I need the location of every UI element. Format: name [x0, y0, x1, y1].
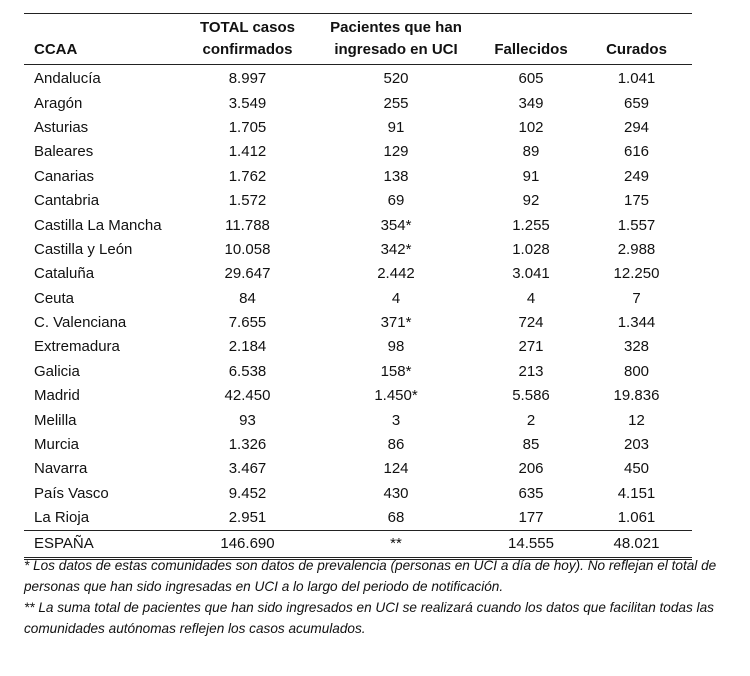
cell-uci: 4 — [391, 289, 401, 307]
cell-uci: 371* — [380, 314, 412, 332]
header-total-casos: TOTAL casos confirmados — [199, 19, 296, 58]
table-row — [24, 335, 692, 359]
cell-curados: 659 — [623, 94, 650, 112]
cell-ccaa-name: C. Valenciana — [34, 314, 127, 332]
cell-uci: 86 — [387, 436, 405, 454]
cell-uci: 354* — [380, 216, 412, 234]
cell-curados: 12.250 — [613, 265, 660, 283]
ccaa-data-table — [24, 13, 692, 560]
cell-total-casos: 1.762 — [228, 167, 267, 185]
cell-total-casos: 93 — [239, 411, 256, 429]
table-row — [24, 433, 692, 457]
cell-uci: 68 — [387, 509, 405, 527]
cell-uci: 124 — [383, 460, 409, 478]
cell-fallecidos: 177 — [518, 509, 544, 527]
cell-uci: 98 — [387, 338, 405, 356]
data-table-container — [24, 13, 692, 560]
cell-curados: 19.836 — [613, 387, 660, 405]
cell-ccaa-name: Castilla La Mancha — [34, 216, 162, 234]
cell-uci: 158* — [380, 362, 412, 380]
cell-fallecidos: 605 — [518, 70, 544, 88]
table-row — [24, 116, 692, 140]
cell-fallecidos: 635 — [518, 484, 544, 502]
footnote-2: ** La suma total de pacientes que han sido ingresados en UCI se realizará cuando los datos que facilitan todas las comunidades autónomas reflejen los casos acumulados. — [24, 600, 714, 636]
cell-total-casos: 1.705 — [228, 118, 267, 136]
table-row — [24, 384, 692, 408]
cell-curados: 294 — [623, 118, 650, 136]
cell-total-casos: 1.572 — [228, 192, 267, 210]
table-row — [24, 287, 692, 311]
table-row — [24, 482, 692, 506]
table-row — [24, 457, 692, 481]
cell-ccaa-name: Castilla y León — [34, 240, 133, 258]
header-uci: Pacientes que han ingresado en UCI — [330, 19, 462, 58]
total-curados: 48.021 — [613, 535, 660, 553]
header-ccaa: CCAA — [34, 41, 78, 58]
table-row — [24, 408, 692, 432]
cell-total-casos: 8.997 — [228, 70, 267, 88]
cell-uci: 342* — [380, 240, 412, 258]
table-row — [24, 311, 692, 335]
cell-fallecidos: 89 — [522, 143, 540, 161]
cell-curados: 1.344 — [617, 314, 656, 332]
cell-uci: 255 — [383, 94, 409, 112]
cell-total-casos: 11.788 — [225, 216, 270, 234]
cell-uci: 138 — [383, 167, 409, 185]
cell-ccaa-name: Baleares — [34, 143, 94, 161]
cell-ccaa-name: Madrid — [34, 387, 80, 405]
cell-total-casos: 29.647 — [224, 265, 271, 283]
cell-curados: 800 — [623, 362, 650, 380]
cell-uci: 430 — [383, 484, 409, 502]
cell-uci: 2.442 — [377, 265, 415, 283]
cell-curados: 616 — [623, 143, 650, 161]
cell-curados: 12 — [628, 411, 645, 429]
cell-fallecidos: 5.586 — [512, 387, 550, 405]
header-curados: Curados — [606, 41, 667, 58]
cell-curados: 249 — [623, 167, 650, 185]
cell-curados: 328 — [623, 338, 650, 356]
table-row — [24, 91, 692, 115]
cell-ccaa-name: Murcia — [34, 436, 80, 454]
cell-curados: 450 — [623, 460, 650, 478]
cell-curados: 2.988 — [617, 240, 656, 258]
cell-uci: 3 — [391, 411, 401, 429]
table-row — [24, 506, 692, 531]
table-row — [24, 360, 692, 384]
cell-ccaa-name: Navarra — [34, 460, 88, 478]
table-header-row — [24, 14, 692, 65]
cell-total-casos: 7.655 — [228, 314, 267, 332]
cell-fallecidos: 92 — [522, 192, 540, 210]
total-casos: 146.690 — [220, 535, 275, 553]
cell-uci: 129 — [383, 143, 409, 161]
cell-ccaa-name: Andalucía — [34, 70, 101, 88]
total-fallecidos: 14.555 — [508, 535, 554, 553]
cell-fallecidos: 724 — [518, 314, 544, 332]
cell-curados: 7 — [632, 289, 641, 307]
table-row — [24, 165, 692, 189]
cell-uci: 69 — [387, 192, 405, 210]
cell-fallecidos: 349 — [518, 94, 544, 112]
total-label: ESPAÑA — [34, 535, 94, 553]
cell-total-casos: 1.412 — [228, 143, 267, 161]
cell-uci: 91 — [387, 118, 405, 136]
cell-ccaa-name: La Rioja — [34, 509, 90, 527]
cell-ccaa-name: País Vasco — [34, 484, 109, 502]
cell-total-casos: 2.951 — [228, 509, 267, 527]
cell-ccaa-name: Melilla — [34, 411, 77, 429]
cell-fallecidos: 3.041 — [512, 265, 550, 283]
cell-curados: 203 — [623, 436, 650, 454]
total-uci: ** — [390, 535, 402, 553]
cell-fallecidos: 2 — [526, 411, 536, 429]
cell-curados: 1.557 — [617, 216, 656, 234]
footnote-1: * Los datos de estas comunidades son datos de prevalencia (personas en UCI a día de hoy). No reflejan el total de personas que han sido ingresadas en UCI a lo largo del periodo de notificación. — [24, 558, 717, 594]
table-row — [24, 213, 692, 237]
cell-total-casos: 9.452 — [228, 484, 267, 502]
cell-ccaa-name: Cataluña — [34, 265, 95, 283]
table-row — [24, 189, 692, 213]
cell-total-casos: 1.326 — [228, 436, 267, 454]
cell-ccaa-name: Asturias — [34, 118, 89, 136]
cell-fallecidos: 4 — [526, 289, 536, 307]
cell-fallecidos: 213 — [518, 362, 544, 380]
cell-curados: 1.061 — [617, 509, 656, 527]
cell-total-casos: 42.450 — [224, 387, 271, 405]
cell-total-casos: 10.058 — [224, 240, 271, 258]
cell-fallecidos: 91 — [522, 167, 540, 185]
cell-fallecidos: 1.028 — [512, 240, 550, 258]
cell-fallecidos: 271 — [518, 338, 544, 356]
cell-ccaa-name: Ceuta — [34, 289, 75, 307]
cell-total-casos: 2.184 — [228, 338, 267, 356]
cell-uci: 1.450* — [374, 387, 418, 405]
cell-ccaa-name: Extremadura — [34, 338, 120, 356]
cell-total-casos: 84 — [239, 289, 256, 307]
header-fallecidos: Fallecidos — [494, 41, 568, 58]
cell-ccaa-name: Aragón — [34, 94, 83, 112]
cell-ccaa-name: Galicia — [34, 362, 80, 380]
cell-fallecidos: 1.255 — [512, 216, 550, 234]
cell-fallecidos: 206 — [518, 460, 544, 478]
cell-curados: 1.041 — [617, 70, 656, 88]
cell-ccaa-name: Canarias — [34, 167, 95, 185]
table-row — [24, 238, 692, 262]
table-row — [24, 140, 692, 164]
cell-total-casos: 3.549 — [228, 94, 267, 112]
cell-total-casos: 6.538 — [228, 362, 267, 380]
cell-total-casos: 3.467 — [228, 460, 267, 478]
cell-uci: 520 — [383, 70, 409, 88]
table-row — [24, 262, 692, 286]
cell-curados: 175 — [623, 192, 650, 210]
cell-ccaa-name: Cantabria — [34, 192, 100, 210]
cell-fallecidos: 85 — [522, 436, 540, 454]
footnotes — [24, 555, 738, 639]
cell-curados: 4.151 — [617, 484, 656, 502]
cell-fallecidos: 102 — [518, 118, 544, 136]
table-row — [24, 65, 692, 92]
